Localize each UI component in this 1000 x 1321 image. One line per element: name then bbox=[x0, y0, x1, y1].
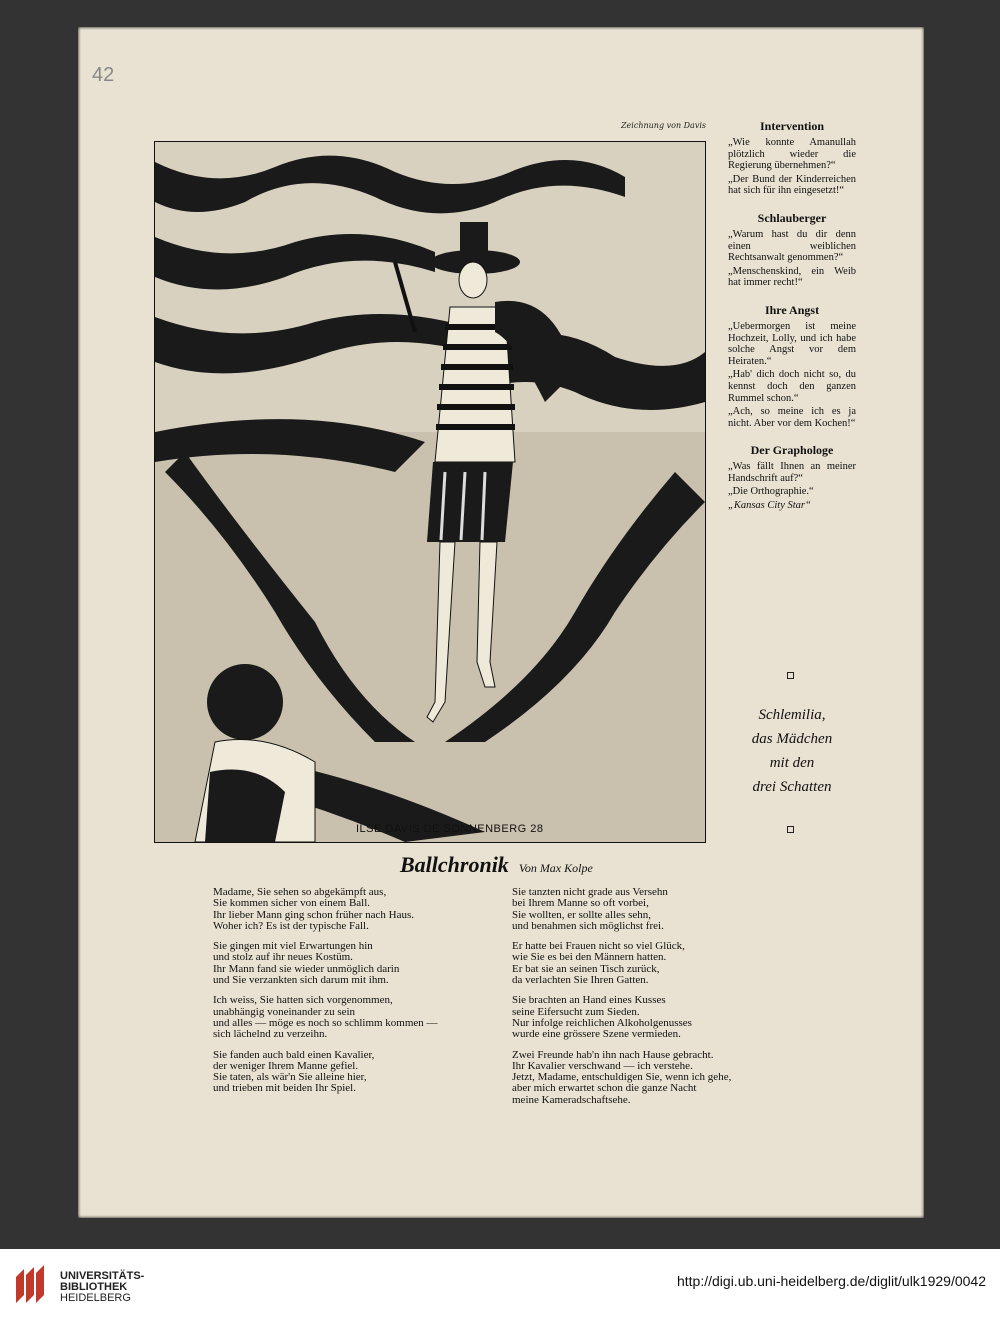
joke-line: „Warum hast du dir denn einen weiblichen Rechtsanwalt genommen?“ bbox=[728, 228, 856, 264]
poem-line: und benahmen sich möglichst frei. bbox=[512, 919, 664, 932]
poem-line: Zwei Freunde hab'n ihn nach Hause gebracht. bbox=[512, 1048, 714, 1061]
library-name bbox=[60, 1271, 144, 1304]
poem-line: Jetzt, Madame, entschuldigen Sie, wenn ich gehe, bbox=[512, 1071, 732, 1084]
poem-stanza bbox=[213, 887, 493, 932]
poem-column-right bbox=[512, 887, 792, 1115]
poem-column-left bbox=[213, 887, 493, 1104]
illustration-signature: ILSE DAVIS DE SONNENBERG 28 bbox=[356, 823, 544, 835]
poem-author: Von Max Kolpe bbox=[518, 861, 593, 875]
poem-stanza bbox=[512, 995, 792, 1040]
poem-line: und stolz auf ihr neues Kostüm. bbox=[213, 951, 353, 964]
poem-stanza bbox=[512, 941, 792, 986]
poem-line: Er hatte bei Frauen nicht so viel Glück, bbox=[512, 940, 685, 953]
poem-line: Sie gingen mit viel Erwartungen hin bbox=[213, 940, 373, 953]
poem-line: Ich weiss, Sie hatten sich vorgenommen, bbox=[213, 994, 393, 1007]
joke-line: „Wie konnte Amanullah plötzlich wieder die Regierung übernehmen?“ bbox=[728, 137, 856, 172]
poem-line: Sie brachten an Hand eines Kusses bbox=[512, 994, 666, 1007]
library-name-line: BIBLIOTHEK bbox=[60, 1281, 128, 1293]
poem-line: wie Sie es bei den Männern hatten. bbox=[512, 951, 667, 964]
poem-line: und alles — möge es noch so schlimm kommen — bbox=[213, 1016, 438, 1029]
joke-line: „Was fällt Ihnen an meiner Handschrift auf?“ bbox=[728, 461, 856, 484]
poem-line: Sie taten, als wär'n Sie alleine hier, bbox=[213, 1071, 367, 1084]
permalink-url[interactable]: http://digi.ub.uni-heidelberg.de/diglit/ulk1929/0042 bbox=[676, 1273, 986, 1289]
joke bbox=[728, 119, 856, 197]
poem-line: bei Ihrem Manne so oft vorbei, bbox=[512, 897, 649, 910]
poem-heading bbox=[400, 852, 593, 878]
joke-title: Ihre Angst bbox=[764, 302, 820, 317]
poem-stanza bbox=[213, 941, 493, 986]
joke-line: „Der Bund der Kinderreichen hat sich für ihn eingesetzt!“ bbox=[728, 173, 856, 197]
poem-line: da verlachten Sie Ihren Gatten. bbox=[512, 974, 649, 987]
poem-line: unabhängig voneinander zu sein bbox=[213, 1005, 356, 1018]
joke-source: „Kansas City Star“ bbox=[728, 500, 811, 512]
poem-stanza bbox=[512, 1050, 792, 1106]
joke-line: „Uebermorgen ist meine Hochzeit, Lolly, und ich habe solche Angst vor dem Heiraten.“ bbox=[728, 320, 856, 367]
illustration bbox=[154, 141, 706, 843]
poem-line: Er bat sie an seinen Tisch zurück, bbox=[512, 962, 660, 975]
joke-line: „Hab' dich doch nicht so, du kennst doch den ganzen Rummel schon.“ bbox=[728, 369, 856, 404]
library-name-line: UNIVERSITÄTS- bbox=[60, 1270, 145, 1282]
joke-line: „Ach, so meine ich es ja nicht. Aber vor dem Kochen!“ bbox=[728, 406, 856, 429]
poem-line: Woher ich? Es ist der typische Fall. bbox=[213, 919, 369, 932]
jokes-column bbox=[728, 119, 856, 526]
caption-line: drei Schatten bbox=[752, 779, 832, 795]
illustration-caption bbox=[728, 703, 856, 799]
poem-line: Sie wollten, er sollte alles sehn, bbox=[512, 908, 651, 921]
poem-line: Ihr lieber Mann ging schon früher nach Haus. bbox=[213, 908, 414, 921]
poem-stanza bbox=[512, 887, 792, 932]
caption-line: das Mädchen bbox=[751, 731, 833, 747]
page-number: 42 bbox=[92, 64, 115, 86]
joke bbox=[728, 303, 856, 429]
poem-line: sich lächelnd zu verzeihn. bbox=[213, 1028, 328, 1041]
ornament-square bbox=[787, 672, 794, 679]
poem-line: und trieben mit beiden Ihr Spiel. bbox=[213, 1082, 356, 1095]
poem-line: meine Kameradschaftsehe. bbox=[512, 1093, 631, 1106]
poem-line: Ihr Kavalier verschwand — ich verstehe. bbox=[512, 1059, 693, 1072]
poem-line: Nur infolge reichlichen Alkoholgenusses bbox=[512, 1016, 692, 1029]
poem-line: Sie kommen sicher von einem Ball. bbox=[213, 897, 371, 910]
caption-line: Schlemilia, bbox=[758, 707, 826, 723]
poem-line: wurde eine grössere Szene vermieden. bbox=[512, 1028, 681, 1041]
caption-line: mit den bbox=[769, 755, 815, 771]
poem-line: Sie fanden auch bald einen Kavalier, bbox=[213, 1048, 375, 1061]
poem-line: Sie tanzten nicht grade aus Versehn bbox=[512, 886, 668, 898]
poem-line: seine Eifersucht zum Sieden. bbox=[512, 1005, 640, 1018]
joke-title: Intervention bbox=[760, 119, 824, 133]
poem-line: und Sie verzankten sich darum mit ihm. bbox=[213, 974, 389, 987]
poem-line: aber mich erwartet schon die ganze Nacht bbox=[512, 1082, 697, 1095]
footer-bar bbox=[0, 1249, 1000, 1321]
library-name-line: HEIDELBERG bbox=[60, 1292, 131, 1304]
joke bbox=[728, 443, 856, 511]
poem-line: Ihr Mann fand sie wieder unmöglich darin bbox=[213, 962, 400, 975]
poem-stanza bbox=[213, 1050, 493, 1095]
joke-line: „Menschenskind, ein Weib hat immer recht!“ bbox=[728, 265, 856, 289]
joke-title: Schlauberger bbox=[757, 210, 827, 225]
joke bbox=[728, 211, 856, 289]
poem-stanza bbox=[213, 995, 493, 1040]
library-logo-icon bbox=[12, 1263, 48, 1307]
poem-title: Ballchronik bbox=[400, 852, 509, 877]
poem-line: Madame, Sie sehen so abgekämpft aus, bbox=[213, 886, 387, 898]
illustration-credit: Zeichnung von Davis bbox=[621, 121, 707, 130]
illustration-drawing bbox=[155, 142, 705, 842]
joke-line: „Die Orthographie.“ bbox=[728, 486, 814, 498]
ornament-square bbox=[787, 826, 794, 833]
poem-line: der weniger Ihrem Manne gefiel. bbox=[213, 1059, 359, 1072]
joke-title: Der Graphologe bbox=[750, 443, 834, 458]
